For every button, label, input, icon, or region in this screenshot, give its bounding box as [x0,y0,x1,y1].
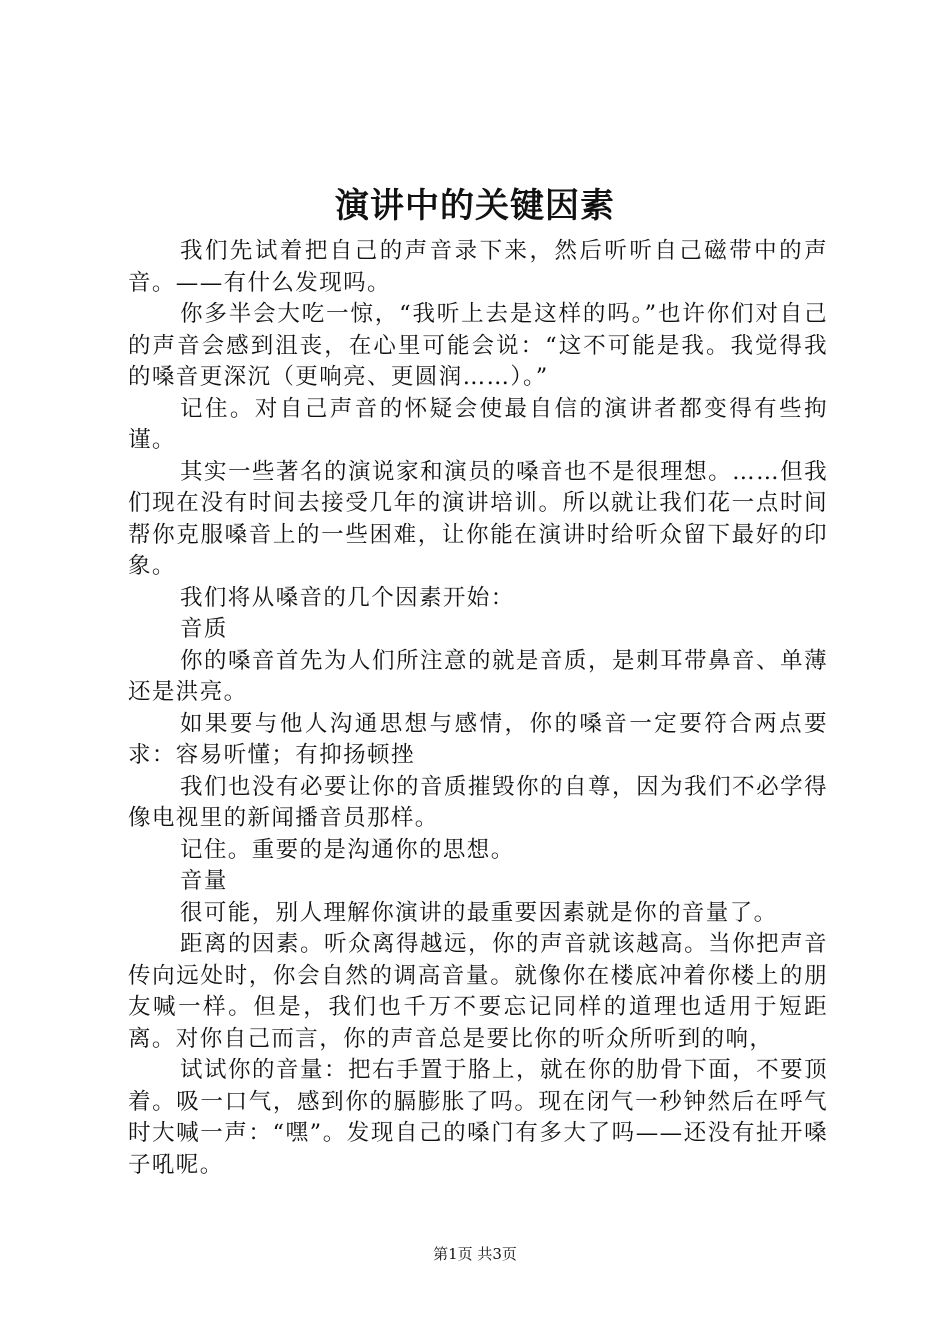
paragraph: 你的嗓音首先为人们所注意的就是音质，是刺耳带鼻音、单薄还是洪亮。 [128,647,828,705]
paragraph: 我们先试着把自己的声音录下来，然后听听自己磁带中的声音。——有什么发现吗。 [128,238,828,296]
paragraph: 距离的因素。听众离得越远，你的声音就该越高。当你把声音传向远处时，你会自然的调高音量。就像你在楼底冲着你楼上的朋友喊一样。但是，我们也千万不要忘记同样的道理也适用于短距离。对你自己而言，你的声音总是要比你的听众所听到的响， [128,931,828,1052]
document-body [128,236,828,1181]
paragraph: 其实一些著名的演说家和演员的嗓音也不是很理想。……但我们现在没有时间去接受几年的演讲培训。所以就让我们花一点时间帮你克服嗓音上的一些困难，让你能在演讲时给听众留下最好的印象。 [128,458,828,579]
paragraph: 你多半会大吃一惊，“我听上去是这样的吗。”也许你们对自己的声音会感到沮丧，在心里可能会说：“这不可能是我。我觉得我的嗓音更深沉（更响亮、更圆润……）。” [128,301,828,390]
paragraph: 记住。重要的是沟通你的思想。 [180,836,515,863]
paragraph: 我们也没有必要让你的音质摧毁你的自尊，因为我们不必学得像电视里的新闻播音员那样。 [128,773,828,831]
document-title: 演讲中的关键因素 [335,186,615,226]
paragraph: 记住。对自己声音的怀疑会使最自信的演讲者都变得有些拘谨。 [128,395,828,453]
section-heading-voice-quality: 音质 [180,616,228,642]
paragraph: 如果要与他人沟通思想与感情，你的嗓音一定要符合两点要求：容易听懂；有抑扬顿挫 [128,710,828,768]
section-heading-volume: 音量 [180,868,228,894]
page-number-footer: 第1页 共3页 [433,1245,517,1263]
paragraph: 很可能，别人理解你演讲的最重要因素就是你的音量了。 [180,899,778,926]
paragraph: 我们将从嗓音的几个因素开始： [180,584,515,611]
paragraph: 试试你的音量：把右手置于胳上，就在你的肋骨下面，不要顶着。吸一口气，感到你的膈膨胀了吗。现在闭气一秒钟然后在呼气时大喊一声：“嘿”。发现自己的嗓门有多大了吗——还没有扯开嗓子吼呢。 [128,1057,828,1178]
